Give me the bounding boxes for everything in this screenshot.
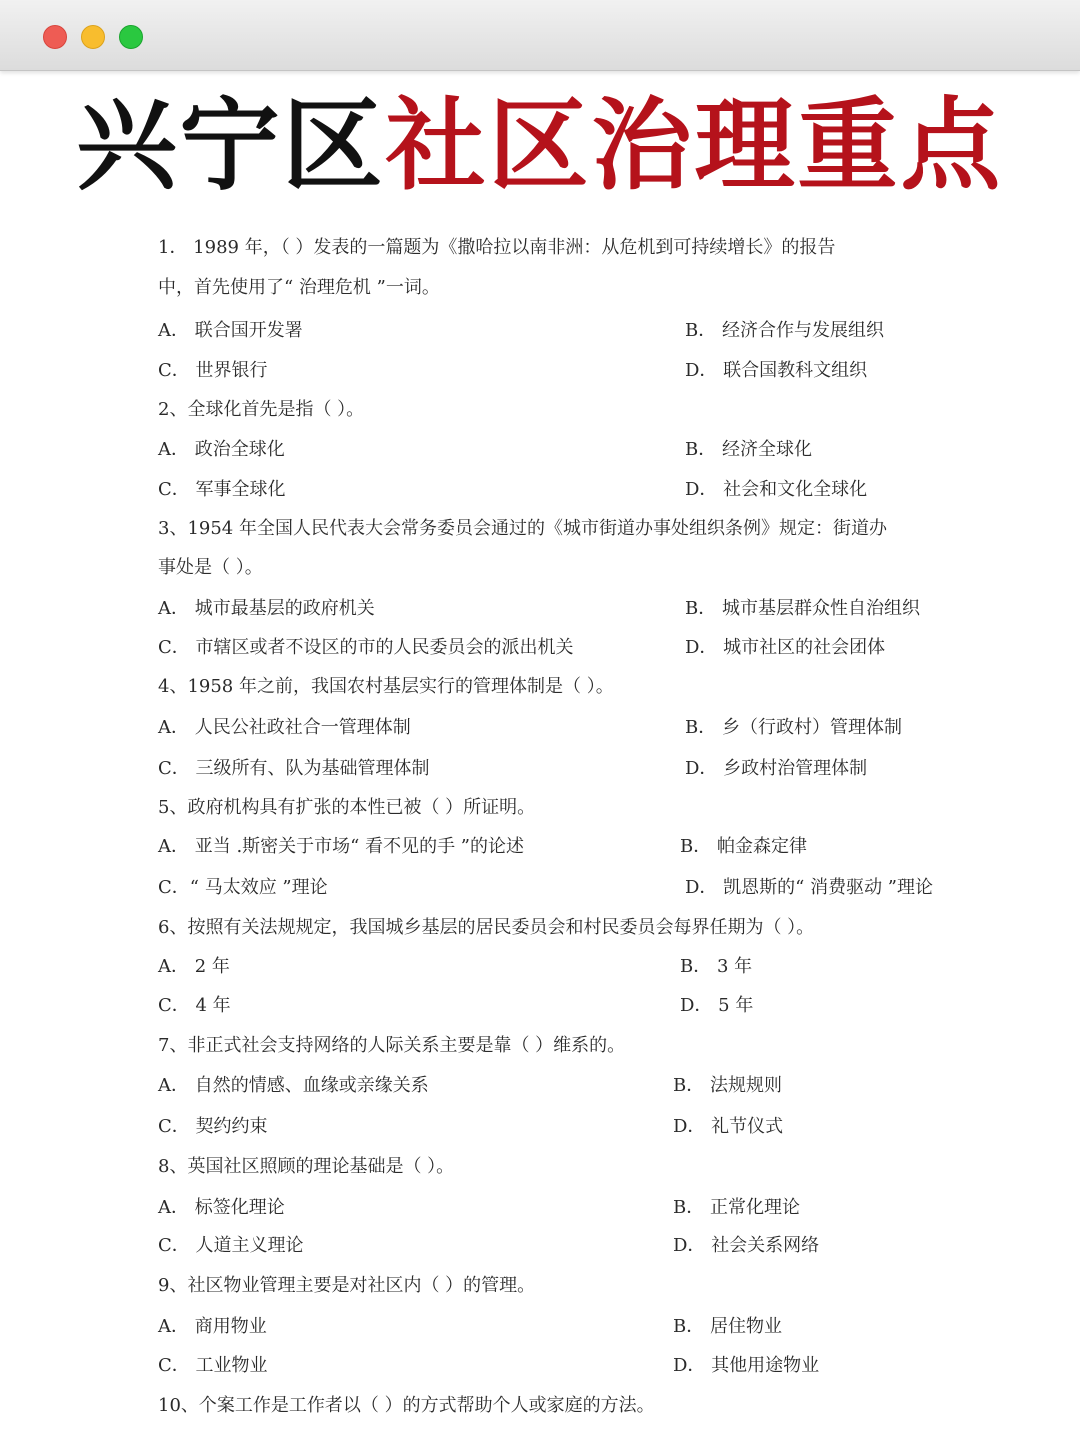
question-2-text: 2、全球化首先是指（ ）。: [158, 399, 365, 420]
question-9-option-a: A． 商用物业: [158, 1316, 267, 1337]
question-8-option-c: C． 人道主义理论: [158, 1235, 304, 1256]
question-3-text: 3、1954 年全国人民代表大会常务委员会通过的《城市街道办事处组织条例》规定：街道办: [158, 518, 887, 539]
question-3-option-c: C． 市辖区或者不设区的市的人民委员会的派出机关: [158, 637, 574, 658]
question-5-option-b: B． 帕金森定律: [680, 836, 807, 857]
question-1-text: 1． 1989 年，（ ）发表的一篇题为《撒哈拉以南非洲：从危机到可持续增长》的报告: [158, 237, 836, 258]
question-3-text-cont: 事处是（ ）。: [158, 557, 263, 578]
question-2-option-d: D． 社会和文化全球化: [685, 479, 868, 500]
question-9-text: 9、社区物业管理主要是对社区内（ ）的管理。: [158, 1275, 536, 1296]
question-7-option-b: B． 法规规则: [673, 1075, 782, 1096]
question-4-option-c: C． 三级所有、队为基础管理体制: [158, 758, 430, 779]
question-8-option-b: B． 正常化理论: [673, 1197, 800, 1218]
question-3-option-a: A． 城市最基层的政府机关: [158, 598, 375, 619]
question-6-option-b: B． 3 年: [680, 956, 753, 977]
question-5-option-d: D． 凯恩斯的“ 消费驱动 ”理论: [685, 877, 933, 898]
question-7-text: 7、非正式社会支持网络的人际关系主要是靠（ ）维系的。: [158, 1035, 626, 1056]
question-5-option-a: A． 亚当 .斯密关于市场“ 看不见的手 ”的论述: [158, 836, 525, 857]
question-8-text: 8、英国社区照顾的理论基础是（ ）。: [158, 1156, 455, 1177]
question-9-option-c: C． 工业物业: [158, 1355, 268, 1376]
question-6-option-a: A． 2 年: [158, 956, 230, 977]
question-8-option-a: A． 标签化理论: [158, 1197, 285, 1218]
question-9-option-d: D． 其他用途物业: [673, 1355, 820, 1376]
question-1-option-a: A． 联合国开发署: [158, 320, 303, 341]
question-1-option-d: D． 联合国教科文组织: [685, 360, 868, 381]
title-region: 兴宁区: [76, 87, 386, 204]
question-4-text: 4、1958 年之前，我国农村基层实行的管理体制是（ ）。: [158, 676, 614, 697]
question-1-option-c: C． 世界银行: [158, 360, 268, 381]
question-5-text: 5、政府机构具有扩张的本性已被（ ）所证明。: [158, 797, 536, 818]
question-7-option-a: A． 自然的情感、血缘或亲缘关系: [158, 1075, 429, 1096]
question-2-option-a: A． 政治全球化: [158, 439, 285, 460]
question-8-option-d: D． 社会关系网络: [673, 1235, 820, 1256]
question-5-option-c: C．“ 马太效应 ”理论: [158, 877, 328, 898]
question-9-option-b: B． 居住物业: [673, 1316, 782, 1337]
question-3-option-b: B． 城市基层群众性自治组织: [685, 598, 920, 619]
question-1-text-cont: 中，首先使用了“ 治理危机 ”一词。: [158, 277, 440, 298]
question-7-option-c: C． 契约约束: [158, 1116, 268, 1137]
title-topic: 社区治理重点: [385, 87, 1004, 204]
question-4-option-d: D． 乡政村治管理体制: [685, 758, 868, 779]
question-6-option-c: C． 4 年: [158, 995, 231, 1016]
question-6-text: 6、按照有关法规规定，我国城乡基层的居民委员会和村民委员会每界任期为（ ）。: [158, 917, 815, 938]
question-6-option-d: D． 5 年: [680, 995, 754, 1016]
question-7-option-d: D． 礼节仪式: [673, 1116, 784, 1137]
question-2-option-c: C． 军事全球化: [158, 479, 286, 500]
question-4-option-a: A． 人民公社政社合一管理体制: [158, 717, 411, 738]
question-1-option-b: B． 经济合作与发展组织: [685, 320, 884, 341]
question-2-option-b: B． 经济全球化: [685, 439, 812, 460]
question-4-option-b: B． 乡（行政村）管理体制: [685, 717, 902, 738]
question-10-text: 10、个案工作是工作者以（ ）的方式帮助个人或家庭的方法。: [158, 1395, 655, 1416]
question-3-option-d: D． 城市社区的社会团体: [685, 637, 886, 658]
